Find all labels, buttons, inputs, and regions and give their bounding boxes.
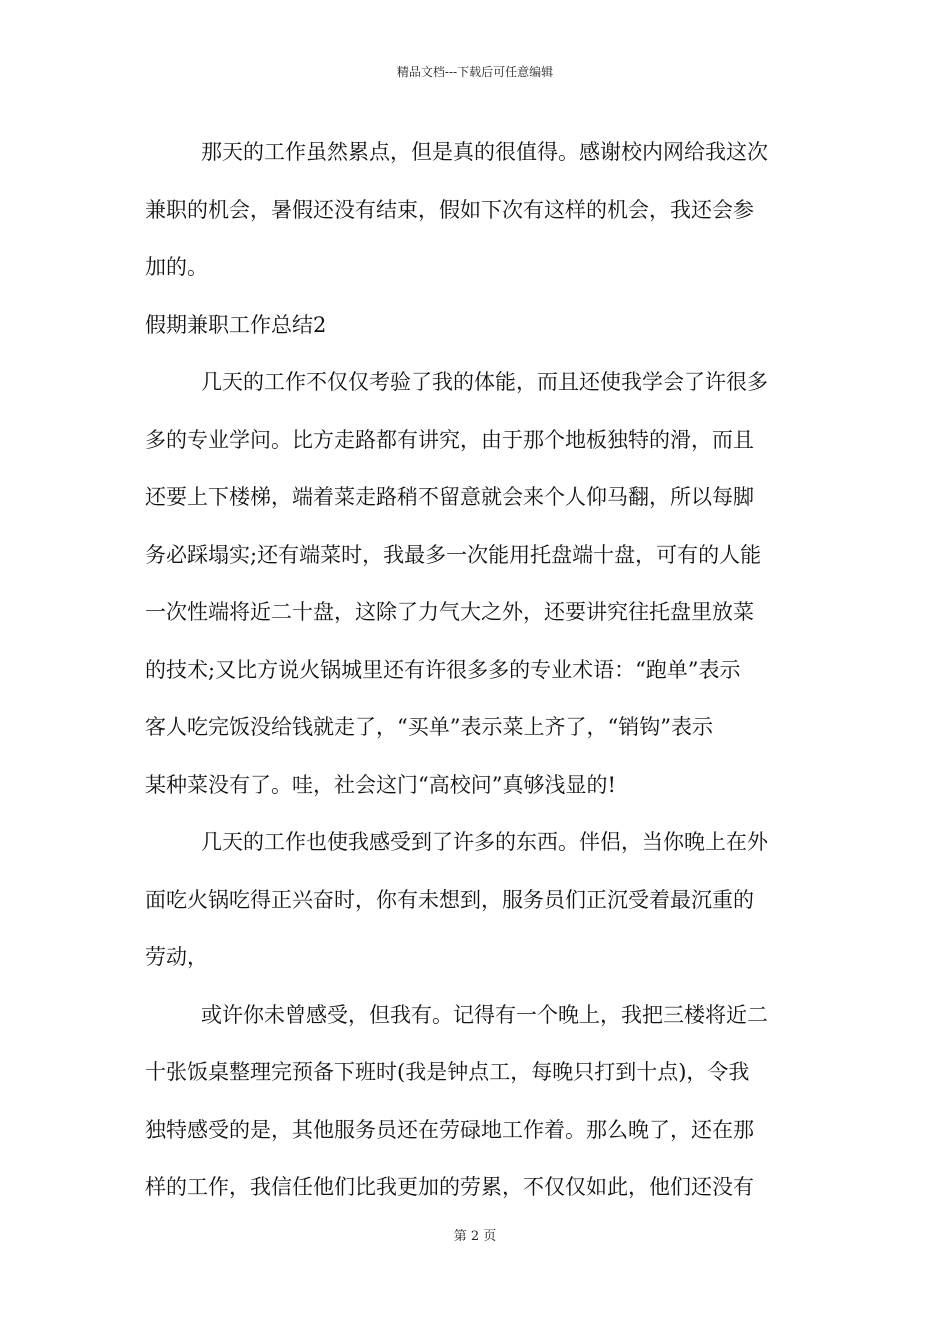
text-line: 面吃火锅吃得正兴奋时，你有未想到，服务员们正沉受着最沉重的: [145, 887, 754, 912]
text-line: 兼职的机会，暑假还没有结束，假如下次有这样的机会，我还会参: [145, 197, 754, 222]
text-line: 几天的工作也使我感受到了许多的东西。伴侣，当你晚上在外: [201, 830, 768, 854]
text-line: 一次性端将近二十盘，这除了力气大之外，还要讲究往托盘里放菜: [145, 600, 754, 624]
text-line: 还要上下楼梯，端着菜走路稍不留意就会来个人仰马翻，所以每脚: [145, 485, 754, 509]
text-line: 的技术;又比方说火锅城里还有许很多多的专业术语：“跑单”表示: [145, 657, 741, 682]
text-line: 多的专业学问。比方走路都有讲究，由于那个地板独特的滑，而且: [145, 427, 754, 452]
text-line: 劳动，: [145, 945, 208, 969]
document-body: [145, 124, 805, 1217]
text-line: 或许你未曾感受，但我有。记得有一个晚上，我把三楼将近二: [201, 1002, 768, 1027]
page-header: 精品文档---下载后可任意编辑: [396, 65, 554, 79]
text-line: 十张饭桌整理完预备下班时(我是钟点工，每晚只打到十点)，令我: [145, 1060, 750, 1084]
text-line: 客人吃完饭没给钱就走了，“买单”表示菜上齐了，“销钩”表示: [145, 715, 713, 739]
text-line: 样的工作，我信任他们比我更加的劳累，不仅仅如此，他们还没有: [145, 1175, 754, 1199]
section-heading: 假期兼职工作总结2: [145, 312, 327, 337]
text-line: 加的。: [145, 255, 208, 279]
text-line: 那天的工作虽然累点，但是真的很值得。感谢校内网给我这次: [201, 140, 768, 164]
text-line: 几天的工作不仅仅考验了我的体能，而且还使我学会了许很多: [201, 370, 768, 394]
page-number: 第 2 页: [453, 1229, 497, 1244]
text-line: 某种菜没有了。哇，社会这门“高校问”真够浅显的!: [145, 772, 616, 797]
text-line: 独特感受的是，其他服务员还在劳碌地工作着。那么晚了，还在那: [145, 1117, 754, 1142]
text-line: 务必踩塌实;还有端菜时，我最多一次能用托盘端十盘，可有的人能: [145, 542, 762, 567]
